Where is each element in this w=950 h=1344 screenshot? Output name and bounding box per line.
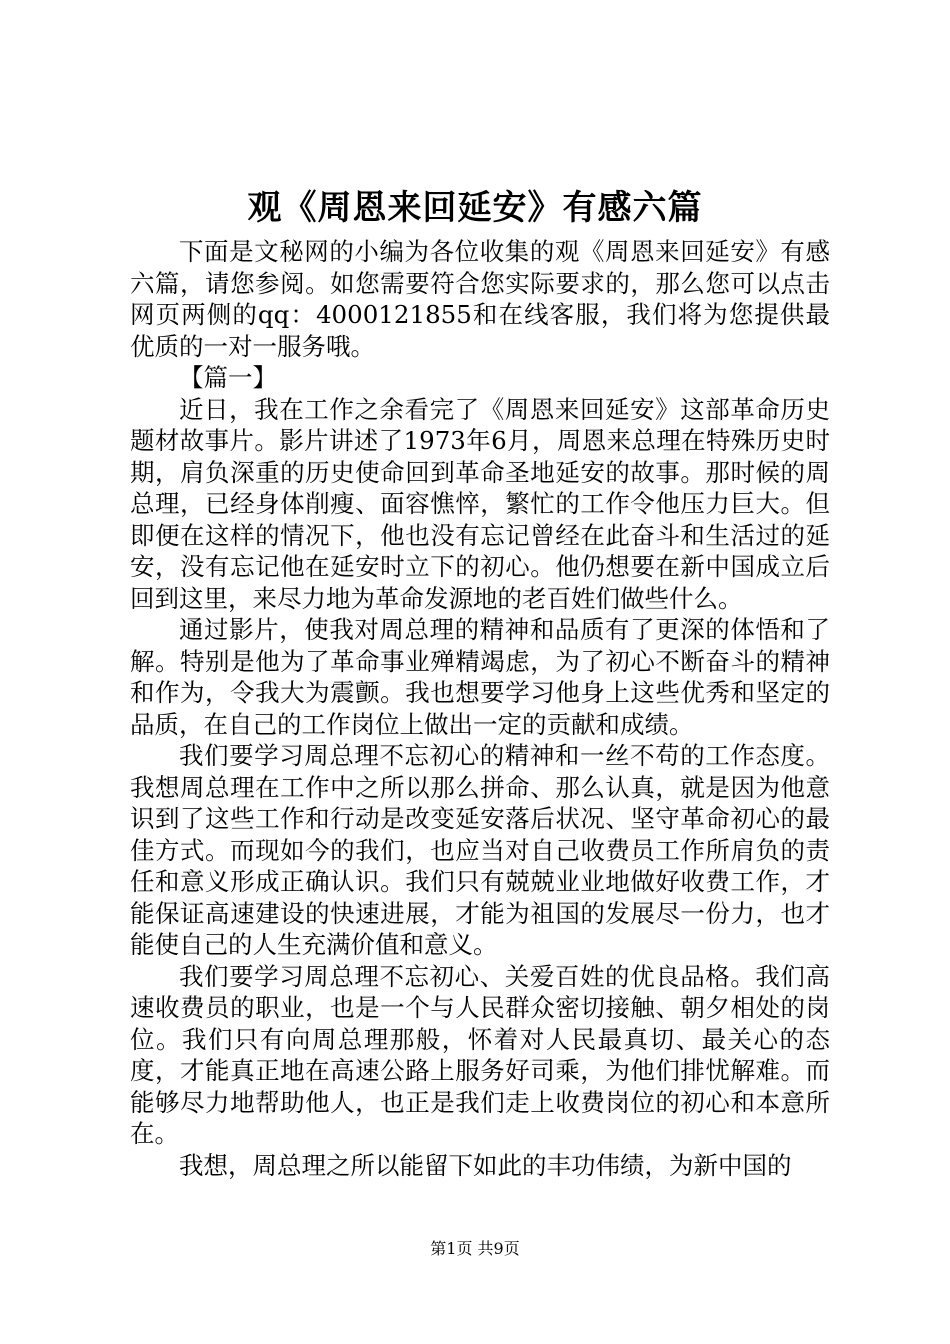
section-heading: 【篇一】 xyxy=(179,363,277,392)
intro-paragraph: 下面是文秘网的小编为各位收集的观《周恩来回延安》有感六篇，请您参阅。如您需要符合您实际要求的，那么您可以点击网页两侧的qq：4000121855和在线客服，我们将为您提供最优质的一对一服务哦。 xyxy=(130,237,830,361)
document-title: 观《周恩来回延安》有感六篇 xyxy=(247,188,703,228)
body-paragraph: 我们要学习周总理不忘初心、关爱百姓的优良品格。我们高速收费员的职业，也是一个与人民群众密切接触、朝夕相处的岗位。我们只有向周总理那般，怀着对人民最真切、最关心的态度，才能真正地在高速公路上服务好司乘，为他们排忧解难。而能够尽力地帮助他人，也正是我们走上收费岗位的初心和本意所在。 xyxy=(130,961,830,1148)
document-body xyxy=(130,236,830,1181)
body-paragraph: 通过影片，使我对周总理的精神和品质有了更深的体悟和了解。特别是他为了革命事业殚精竭虑，为了初心不断奋斗的精神和作为，令我大为震颤。我也想要学习他身上这些优秀和坚定的品质，在自己的工作岗位上做出一定的贡献和成绩。 xyxy=(130,615,830,739)
page-footer: 第1页 共9页 xyxy=(430,1239,520,1258)
body-paragraph: 我想，周总理之所以能留下如此的丰功伟绩，为新中国的 xyxy=(179,1150,792,1180)
body-paragraph: 近日，我在工作之余看完了《周恩来回延安》这部革命历史题材故事片。影片讲述了1973年6月，周恩来总理在特殊历史时期，肩负深重的历史使命回到革命圣地延安的故事。那时候的周总理，已经身体削瘦、面容憔悴，繁忙的工作令他压力巨大。但即便在这样的情况下，他也没有忘记曾经在此奋斗和生活过的延安，没有忘记他在延安时立下的初心。他仍想要在新中国成立后回到这里，来尽力地为革命发源地的老百姓们做些什么。 xyxy=(130,394,830,613)
body-paragraph: 我们要学习周总理不忘初心的精神和一丝不苟的工作态度。我想周总理在工作中之所以那么拼命、那么认真，就是因为他意识到了这些工作和行动是改变延安落后状况、坚守革命初心的最佳方式。而现如今的我们，也应当对自己收费员工作所肩负的责任和意义形成正确认识。我们只有兢兢业业地做好收费工作，才能保证高速建设的快速进展，才能为祖国的发展尽一份力，也才能使自己的人生充满价值和意义。 xyxy=(130,741,830,959)
